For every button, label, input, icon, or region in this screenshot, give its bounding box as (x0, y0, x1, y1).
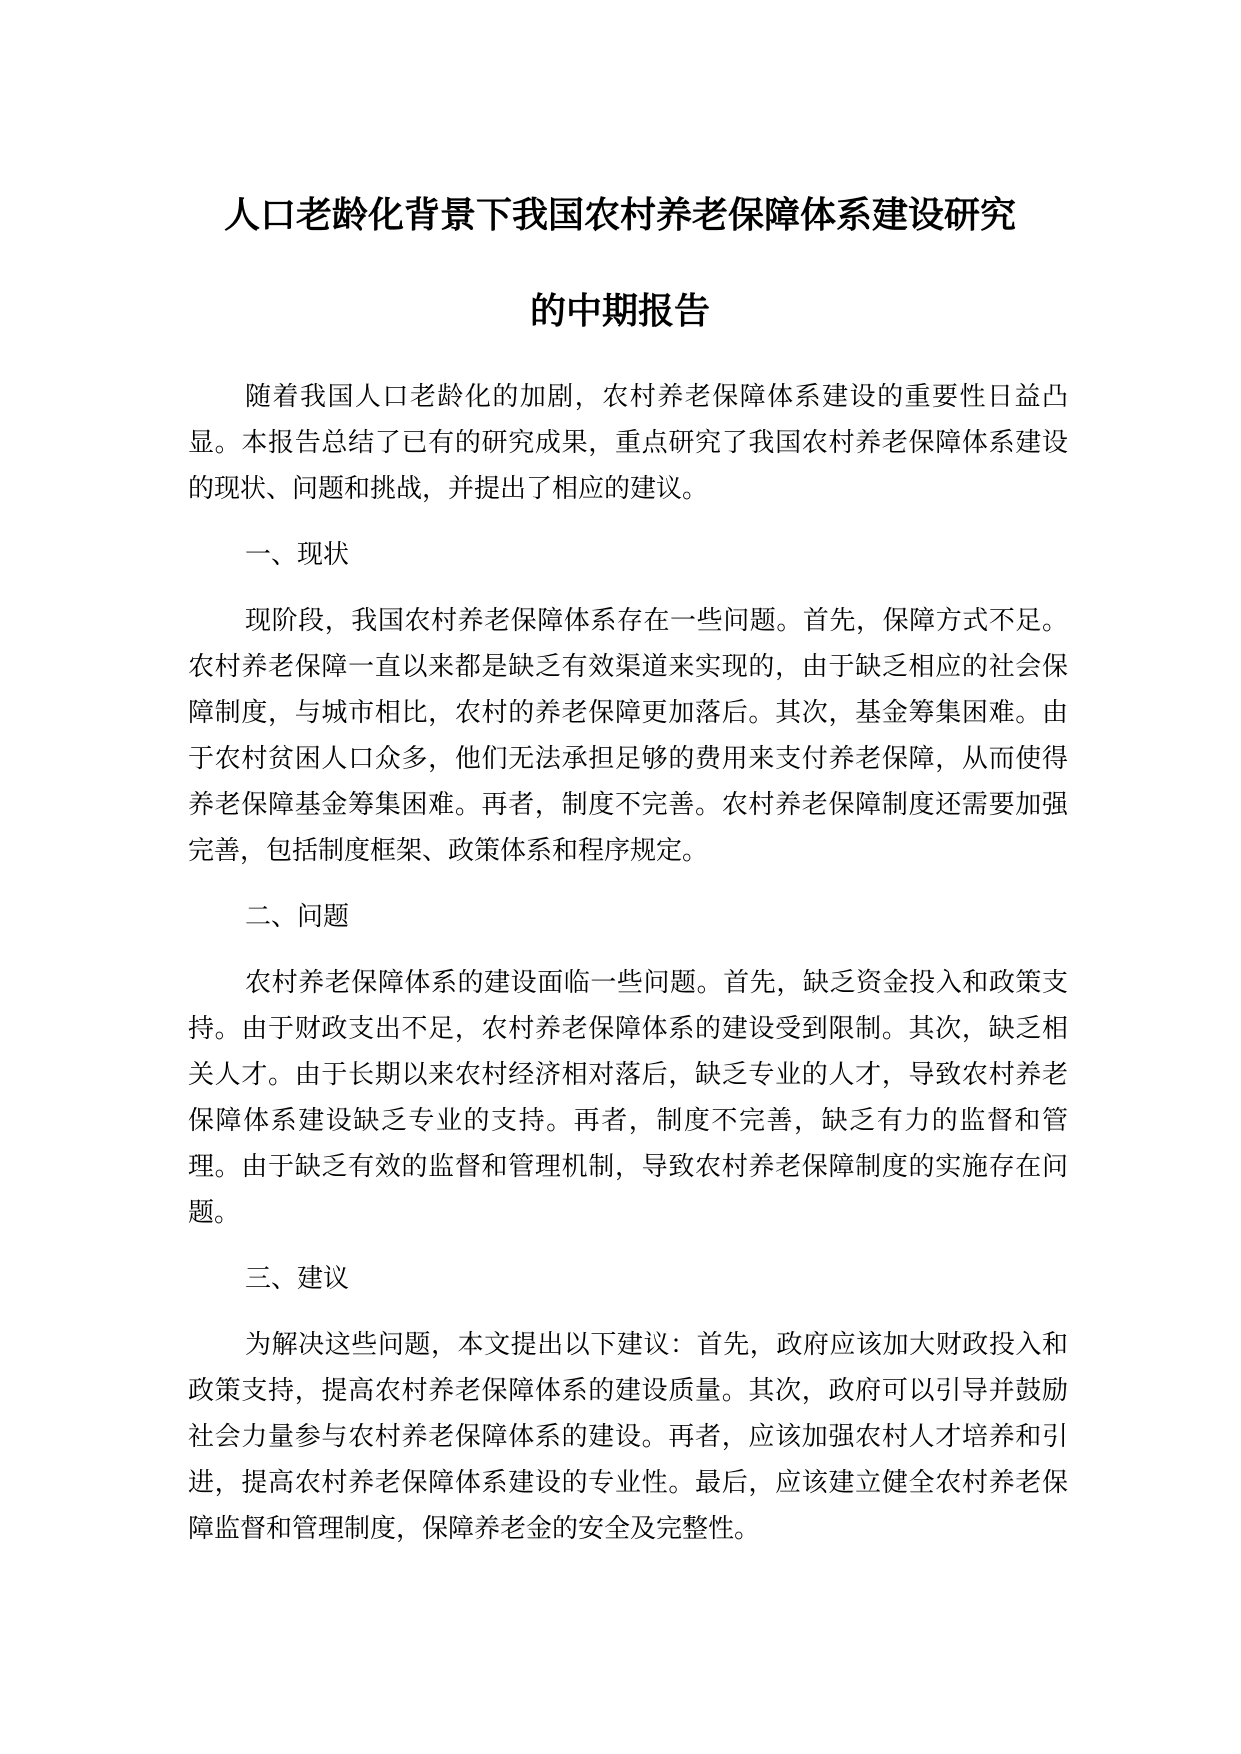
section-body-status: 现阶段，我国农村养老保障体系存在一些问题。首先，保障方式不足。农村养老保障一直以来都是缺乏有效渠道来实现的，由于缺乏相应的社会保障制度，与城市相比，农村的养老保障更加落后。其次，基金筹集困难。由于农村贫困人口众多，他们无法承担足够的费用来支付养老保障，从而使得养老保障基金筹集困难。再者，制度不完善。农村养老保障制度还需要加强完善，包括制度框架、政策体系和程序规定。 (188, 606, 1068, 866)
section-body-problems: 农村养老保障体系的建设面临一些问题。首先，缺乏资金投入和政策支持。由于财政支出不足，农村养老保障体系的建设受到限制。其次，缺乏相关人才。由于长期以来农村经济相对落后，缺乏专业的人才，导致农村养老保障体系建设缺乏专业的支持。再者，制度不完善，缺乏有力的监督和管理。由于缺乏有效的监督和管理机制，导致农村养老保障制度的实施存在问题。 (188, 968, 1068, 1228)
section-heading-problems: 二、问题 (245, 902, 350, 932)
section-heading-suggestions: 三、建议 (245, 1264, 350, 1294)
document-title (190, 168, 1050, 360)
title-line-2: 的中期报告 (529, 291, 710, 332)
section-body-suggestions: 为解决这些问题，本文提出以下建议：首先，政府应该加大财政投入和政策支持，提高农村养老保障体系的建设质量。其次，政府可以引导并鼓励社会力量参与农村养老保障体系的建设。再者，应该加强农村人才培养和引进，提高农村养老保障体系建设的专业性。最后，应该建立健全农村养老保障监督和管理制度，保障养老金的安全及完整性。 (188, 1330, 1068, 1544)
document-body (188, 374, 1068, 1572)
section-heading-status: 一、现状 (245, 540, 350, 570)
title-line-1: 人口老龄化背景下我国农村养老保障体系建设研究 (223, 195, 1016, 236)
intro-paragraph: 随着我国人口老龄化的加剧，农村养老保障体系建设的重要性日益凸显。本报告总结了已有的研究成果，重点研究了我国农村养老保障体系建设的现状、问题和挑战，并提出了相应的建议。 (188, 382, 1068, 504)
